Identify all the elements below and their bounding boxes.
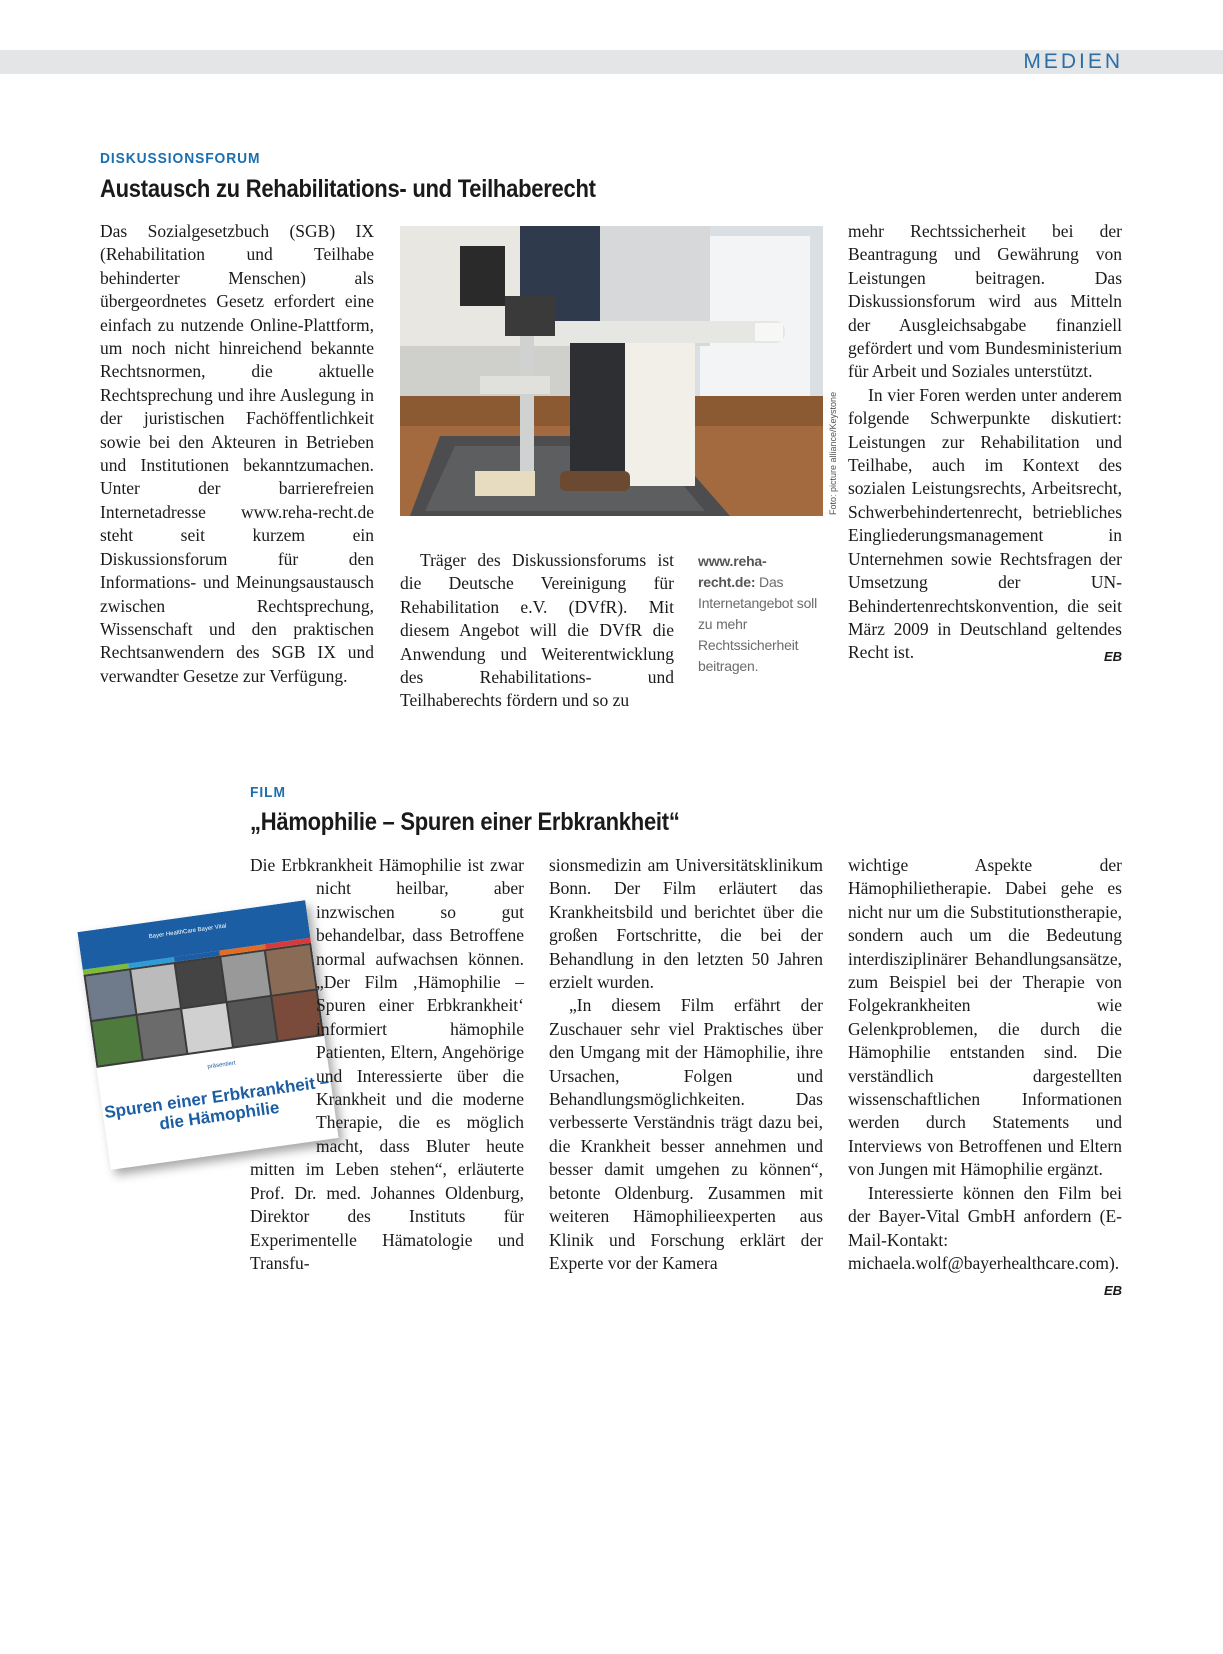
article1-column-1: [100, 220, 374, 688]
dvd-cover-brand: Bayer HealthCare Bayer Vital: [148, 923, 227, 941]
photo-caption: [698, 551, 822, 677]
article2-col3-para1: wichtige Aspekte der Hämophilietherapie. Dabei gehe es nicht nur um die Substitutionstherapie, sondern auch um die Bedeutung interdisziplinärer Behandlungsansätze, zum Beispiel bei der Therapie von Folgekrankheiten wie Gelenkproblemen, die durch die Hämophilie entstanden sind. Die verständlich dargestellten wissenschaftlichen Informationen werden durch Statements und Interviews von Betroffenen und Eltern von Jungen mit Hämophilie ergänzt.: [848, 855, 1122, 1180]
caption-url: www.reha-recht.de:: [698, 553, 767, 590]
article2-col3-para2-text: Interessierte können den Film bei der Bayer-Vital GmbH anfordern (E-Mail-Kontakt: michaela.wolf@bayerhealthcare.com).: [848, 1182, 1122, 1273]
article2-kicker: FILM: [250, 784, 286, 801]
article2-column-3: [848, 854, 1122, 1303]
section-label: MEDIEN: [1023, 50, 1123, 73]
article2-col2-para2: „In diesem Film erfährt der Zuschauer sehr viel Praktisches über den Umgang mit der Hämophilie, ihre Ursachen, Folgen und Behandlungsmöglichkeiten. Das verbesserte Verständnis trägt dazu bei, die Krankheit besser annehmen und besser damit umgehen zu können“, betonte Oldenburg. Zusammen mit weiteren Hämophilieexperten aus Klinik und Forschung erklärt der Experte vor der Kamera: [549, 995, 823, 1273]
article2-signature: EB: [1103, 1283, 1122, 1299]
cover-wrap-spacer: [250, 854, 316, 1149]
article1-col3-para2-text: In vier Foren werden unter anderem folgende Schwerpunkte diskutiert: Leistungen zur Rehabilitation und Teilhabe, auch im Kontext des sozialen Leistungsrechts, Arbeitsrecht, Schwerbehindertenrecht, betriebliches Eingliederungsmanagement in Unternehmen sowie Rechtsfragen der Umsetzung der UN-Behindertenrechtskonvention, die seit März 2009 in Deutschland geltendes Recht ist.: [848, 384, 1122, 663]
article2-column-2: [549, 854, 823, 1275]
article2-column-1: [250, 854, 524, 1275]
article1-col2-text: Träger des Diskussionsforums ist die Deutsche Vereinigung für Rehabilitation e.V. (DVfR). Mit diesem Angebot will die DVfR die Anwendung und Weiterentwicklung des Rehabilitations- und Teilhaberechts fördern und so zu: [400, 550, 674, 711]
dvd-cover-presents: präsentiert: [207, 1060, 237, 1071]
article1-column-2: [400, 549, 674, 713]
caption-text: Das Internetangebot soll zu mehr Rechtssicherheit beitragen.: [698, 574, 817, 674]
dvd-cover-title: Spuren einer Erbkrankheit – die Hämophilie: [103, 1071, 331, 1134]
article2-col2-para1: sionsmedizin am Universitätsklinikum Bonn. Der Film erläutert das Krankheitsbild und berichtet über die großen Fortschritte, die bei der Behandlung in den letzten 50 Jahren erzielt wurden.: [549, 855, 823, 993]
photo-credit: Foto: picture alliance/Keystone: [828, 391, 838, 515]
article2-col3-para2: [848, 1182, 1122, 1299]
article1-headline: Austausch zu Rehabilitations- und Teilhaberecht: [100, 175, 596, 203]
article1-kicker: DISKUSSIONSFORUM: [100, 150, 261, 167]
article1-photo: [400, 226, 823, 516]
article2-col1-text: Die Erbkrankheit Hämophilie ist zwar nicht heilbar, aber inzwischen so gut behandelbar, dass Betroffene normal aufwachsen können. „Der Film ‚Hämophilie – Spuren einer Erbkrankheit‘ informiert hämophile Patienten, Eltern, Angehörige und Interessierte über die Krankheit und die moderne Therapie, die es möglich macht, dass Bluter heute mitten im Leben stehen“, erläuterte Prof. Dr. med. Johannes Oldenburg, Direktor des Instituts für Experimentelle Hämatologie und Transfu-: [250, 855, 524, 1273]
article1-col3-para1: mehr Rechtssicherheit bei der Beantragung und Gewährung von Leistungen beitragen. Das Diskussionsforum wird aus Mitteln der Ausgleichsabgabe finanziell gefördert und vom Bundesministerium für Arbeit und Soziales unterstützt.: [848, 221, 1122, 382]
article1-signature: EB: [1103, 649, 1122, 665]
article2-headline: „Hämophilie – Spuren einer Erbkrankheit“: [250, 808, 680, 836]
article1-col1-text: Das Sozialgesetzbuch (SGB) IX (Rehabilitation und Teilhabe behinderter Menschen) als übergeordnetes Gesetz erfordert eine einfach zu nutzende Online-Plattform, um noch nicht hinreichend bekannte Rechtsnormen, die aktuelle Rechtsprechung und ihre Auslegung in der juristischen Fachöffentlichkeit sowie bei den Akteuren in Betrieben und Institutionen bekanntzumachen. Unter der barrierefreien Internetadresse www.reha-recht.de steht seit kurzem ein Diskussionsforum für den Informations- und Meinungsaustausch zwischen Rechtsprechung, Wissenschaft und den praktischen Rechtsanwendern des SGB IX und verwandter Gesetze zur Verfügung.: [100, 221, 374, 686]
rehabilitation-treadmill-photo: [400, 226, 823, 516]
article1-column-3: [848, 220, 1122, 669]
article1-col3-para2: [848, 384, 1122, 665]
